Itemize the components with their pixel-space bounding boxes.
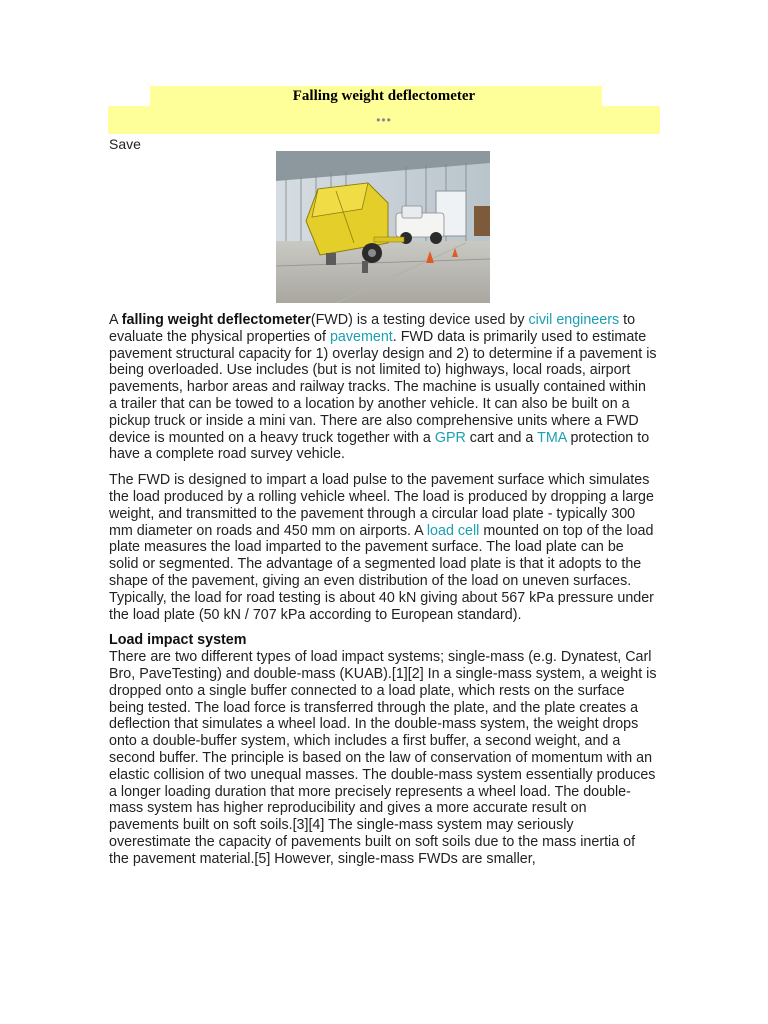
- article-body: [109, 312, 657, 877]
- text-span: The FWD is designed to impart a load pulse to the pavement surface which simulates the load produced by a rolling vehicle wheel. The load is produced by dropping a large weight, and transmitted to the pavement through a circular load plate - typically 300 mm diameter on roads and 450 mm on airports. A: [109, 472, 654, 539]
- term-bold: falling weight deflectometer: [121, 312, 311, 328]
- load-impact-paragraph: There are two different types of load impact systems; single-mass (e.g. Dynatest, Carl Bro, PaveTesting) and double-mass (KUAB).[1][2] In a single-mass system, a weight is dropped onto a single buffer connected to a load plate, which rests on the surface being tested. The load force is transferred through the plate, and the plate creates a deflection that simulates a wheel load. In the double-mass system, the weight drops onto a double-buffer system, which includes a first buffer, a second weight, and a second buffer. The principle is based on the law of conservation of momentum with an elastic collision of two unequal masses. The double-mass system essentially produces a longer loading duration that more precisely represents a wheel load. The double-mass system has higher reproducibility and gives a more accurate result on pavements built on soft soils.[3][4] The single-mass system may seriously overestimate the capacity of pavements built on soft soils due to the mass inertia of the pavement material.[5] However, single-mass FWDs are smaller,: [109, 649, 657, 867]
- text-span: (FWD) is a testing device used by: [310, 312, 529, 328]
- link-civil-engineers[interactable]: civil engineers: [528, 312, 620, 328]
- intro-paragraph: [109, 312, 657, 463]
- link-tma[interactable]: TMA: [537, 429, 567, 446]
- more-bar[interactable]: [108, 106, 660, 134]
- fwd-trailer-photo: [276, 151, 490, 303]
- load-pulse-paragraph: [109, 472, 657, 623]
- save-button[interactable]: Save: [109, 136, 141, 152]
- text-span: to evaluate the physical properties of: [109, 312, 636, 345]
- more-options-icon[interactable]: •••: [376, 113, 392, 127]
- page-title: Falling weight deflectometer: [292, 88, 476, 104]
- text-span: A: [109, 312, 122, 328]
- text-span: protection to have a complete road survey vehicle.: [109, 429, 650, 463]
- link-gpr[interactable]: GPR: [434, 429, 466, 446]
- link-pavement[interactable]: pavement: [329, 328, 393, 345]
- text-span: cart and a: [465, 429, 538, 446]
- link-load-cell[interactable]: load cell: [426, 522, 480, 539]
- warehouse-scene-image: [276, 151, 490, 303]
- text-span: mounted on top of the load plate measures the load imparted to the pavement surface. The load plate can be solid or segmented. The advantage of a segmented load plate is that it adopts to the shape of the pavement, giving an even distribution of the load on uneven surfaces. Typically, the load for road testing is about 40 kN giving about 567 kPa pressure under the load plate (50 kN / 707 kPa according to European standard).: [109, 522, 654, 623]
- text-span: . FWD data is primarily used to estimate pavement structural capacity for 1) overlay design and 2) to determine if a pavement is being overloaded. Use includes (but is not limited to) highways, local roads, airport pavements, harbor areas and railway tracks. The machine is usually contained within a trailer that can be towed to a location by another vehicle. It can also be built on a pickup truck or inside a mini van. There are also comprehensive units where a FWD device is mounted on a heavy truck together with a: [109, 328, 657, 446]
- section-heading: Load impact system: [109, 632, 247, 649]
